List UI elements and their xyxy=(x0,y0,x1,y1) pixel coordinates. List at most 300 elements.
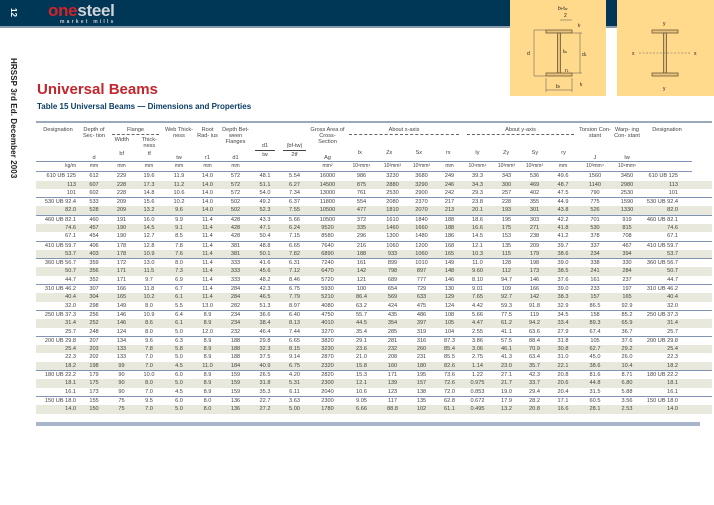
spacer-cell xyxy=(692,310,712,319)
value-cell: 47.5 xyxy=(557,189,569,196)
value-cell: 75 xyxy=(108,405,135,413)
value-cell: 130 xyxy=(436,285,463,294)
designation-cell: 113 xyxy=(36,181,80,189)
value-cell: 178 xyxy=(108,241,135,250)
value-cell: 729 xyxy=(407,285,436,294)
value-cell: 572 xyxy=(230,173,241,180)
spacer-cell xyxy=(692,285,712,294)
value-cell: 32.9 xyxy=(557,302,569,309)
spacer-cell xyxy=(692,181,712,189)
value-cell: 14.0 xyxy=(202,189,213,196)
value-cell: 1590 xyxy=(612,198,642,207)
value-cell: 14.0 xyxy=(195,181,220,189)
value-cell: 708 xyxy=(622,233,632,240)
value-cell: 61.2 xyxy=(492,319,521,327)
value-cell: 175 xyxy=(80,379,108,387)
col-rx: rx xyxy=(445,150,451,157)
value-cell: 607 xyxy=(80,181,108,189)
designation-cell: 31.4 xyxy=(36,319,80,327)
value-cell: 6.65 xyxy=(279,336,310,345)
value-cell: 1810 xyxy=(378,206,407,215)
svg-text:x: x xyxy=(694,51,697,57)
col-designation-right: Designation xyxy=(652,127,682,133)
svg-text:tw: tw xyxy=(563,49,567,55)
value-cell: 31.8 xyxy=(251,379,279,387)
value-cell: 124 xyxy=(444,302,455,309)
designation-cell: 40.4 xyxy=(642,293,692,301)
designation-cell: 150 UB 18.0 xyxy=(642,396,692,405)
spacer-cell xyxy=(692,189,712,198)
value-cell: 252 xyxy=(80,319,108,327)
value-cell: 9.5 xyxy=(135,396,163,405)
value-cell: 354 xyxy=(378,319,407,327)
spacer-cell xyxy=(692,250,712,259)
value-cell: 6.65 xyxy=(279,241,310,250)
value-cell: 48.8 xyxy=(251,241,279,250)
value-cell: 102 xyxy=(407,405,436,413)
col-iy: Iy xyxy=(475,150,480,157)
value-cell: 234 xyxy=(578,250,612,259)
value-cell: 119 xyxy=(521,310,548,319)
value-cell: 5.5 xyxy=(175,302,183,309)
value-cell: 2.75 xyxy=(472,354,483,361)
value-cell: 27.1 xyxy=(492,371,521,380)
value-cell: 190 xyxy=(116,233,127,240)
unit-cell: mm xyxy=(135,162,163,172)
value-cell: 149 xyxy=(116,302,127,309)
value-cell: 6.24 xyxy=(279,224,310,232)
value-cell: 10.9 xyxy=(135,310,163,319)
value-cell: 188 xyxy=(220,345,251,353)
value-cell: 49.6 xyxy=(557,173,569,180)
value-cell: 502 xyxy=(220,206,251,215)
table-row xyxy=(36,181,712,189)
unit-cell: mm xyxy=(80,162,108,172)
value-cell: 381 xyxy=(220,250,251,259)
value-cell: 188 xyxy=(345,250,378,259)
value-cell: 135 xyxy=(407,396,436,405)
value-cell: 2300 xyxy=(310,396,345,405)
value-cell: 8.9 xyxy=(203,388,212,395)
value-cell: 45.0 xyxy=(589,354,601,361)
value-cell: 6470 xyxy=(310,267,345,275)
value-cell: 33.7 xyxy=(521,379,548,387)
value-cell: 654 xyxy=(378,285,407,294)
value-cell: 284 xyxy=(612,267,642,275)
value-cell: 44.5 xyxy=(345,319,378,327)
value-cell: 8.71 xyxy=(612,371,642,380)
value-cell: 31.5 xyxy=(589,388,601,395)
value-cell: 8.0 xyxy=(195,396,220,405)
col-sx: Sx xyxy=(415,150,423,157)
value-cell: 6.31 xyxy=(279,259,310,268)
value-cell: 168 xyxy=(436,241,463,250)
value-cell: 16.6 xyxy=(463,224,492,232)
table-row xyxy=(36,259,712,268)
section-dimensions-diagram xyxy=(510,0,606,96)
value-cell: 129 xyxy=(436,293,463,301)
value-cell: 6.75 xyxy=(279,362,310,371)
designation-cell: 530 UB 92.4 xyxy=(36,198,80,207)
unit-cell: 10³mm⁴ xyxy=(578,162,612,172)
value-cell: 37.6 xyxy=(557,276,569,283)
value-cell: 424 xyxy=(387,302,398,309)
value-cell: 232 xyxy=(378,345,407,353)
value-cell: 6890 xyxy=(310,250,345,259)
spacer-cell xyxy=(692,172,712,181)
value-cell: 133 xyxy=(116,354,127,361)
value-cell: 11.4 xyxy=(195,267,220,275)
value-cell: 526 xyxy=(578,206,612,215)
value-cell: 6.75 xyxy=(279,285,310,294)
value-cell: 12.1 xyxy=(463,241,492,250)
value-cell: 6.9 xyxy=(175,276,183,283)
value-cell: 38.5 xyxy=(548,267,578,275)
value-cell: 121 xyxy=(356,276,367,283)
value-cell: 70.9 xyxy=(521,345,548,353)
value-cell: 248 xyxy=(89,328,99,335)
unit-cell xyxy=(251,162,279,172)
value-cell: 91.8 xyxy=(529,302,540,309)
value-cell: 2820 xyxy=(310,371,345,380)
value-cell: 90 xyxy=(108,371,135,380)
value-cell: 72.6 xyxy=(436,379,463,387)
value-cell: 146 xyxy=(108,310,135,319)
header-row xyxy=(36,122,712,162)
value-cell: 8.9 xyxy=(195,319,220,327)
value-cell: 3230 xyxy=(310,345,345,353)
i-beam-dimensions-icon xyxy=(510,0,606,96)
value-cell: 2.53 xyxy=(612,405,642,413)
value-cell: 6.11 xyxy=(289,388,300,395)
value-cell: 2040 xyxy=(321,388,334,395)
value-cell: 153 xyxy=(501,233,512,240)
value-cell: 9.01 xyxy=(463,285,492,294)
table-row xyxy=(36,353,712,361)
value-cell: 11.0 xyxy=(195,362,220,371)
logo-one: one xyxy=(48,1,78,20)
value-cell: 4010 xyxy=(310,319,345,327)
value-cell: 428 xyxy=(220,224,251,232)
value-cell: 256 xyxy=(80,310,108,319)
value-cell: 34.5 xyxy=(548,310,578,319)
designation-cell: 14.0 xyxy=(642,405,692,413)
value-cell: 186 xyxy=(444,233,455,240)
value-cell: 81.6 xyxy=(578,371,612,380)
value-cell: 10.2 xyxy=(135,293,163,301)
value-cell: 8.97 xyxy=(289,302,300,309)
table-row xyxy=(36,267,712,275)
designation-cell: 410 UB 59.7 xyxy=(36,241,80,250)
value-cell: 0.672 xyxy=(463,396,492,405)
value-cell: 86.5 xyxy=(589,302,601,309)
value-cell: 54.0 xyxy=(259,189,271,196)
value-cell: 52.3 xyxy=(251,206,279,215)
value-cell: 63.2 xyxy=(356,302,367,309)
value-cell: 14500 xyxy=(310,181,345,189)
value-cell: 62.7 xyxy=(578,345,612,353)
value-cell: 149 xyxy=(436,259,463,268)
value-cell: 11.8 xyxy=(135,285,163,294)
designation-cell: 113 xyxy=(642,181,692,189)
table-row xyxy=(36,302,712,311)
value-cell: 166 xyxy=(521,285,548,294)
value-cell: 29.1 xyxy=(345,336,378,345)
value-cell: 14.0 xyxy=(202,173,213,180)
value-cell: 7.65 xyxy=(463,293,492,301)
value-cell: 198 xyxy=(521,259,548,268)
value-cell: 337 xyxy=(578,241,612,250)
value-cell: 8.0 xyxy=(135,379,163,387)
value-cell: 30.8 xyxy=(548,345,578,353)
value-cell: 300 xyxy=(492,181,521,189)
value-cell: 6.7 xyxy=(163,285,195,294)
value-cell: 38.4 xyxy=(251,319,279,327)
value-cell: 5.0 xyxy=(163,379,195,387)
designation-cell: 150 UB 18.0 xyxy=(36,396,80,405)
designation-cell: 25.7 xyxy=(667,328,678,335)
value-cell: 7.8 xyxy=(163,241,195,250)
value-cell: 48.1 xyxy=(259,173,271,180)
value-cell: 209 xyxy=(521,241,548,250)
value-cell: 197 xyxy=(612,285,642,294)
value-cell: 359 xyxy=(80,259,108,268)
value-cell: 188 xyxy=(436,224,463,232)
value-cell: 1.14 xyxy=(463,362,492,371)
value-cell: 572 xyxy=(220,181,251,189)
value-cell: 46.1 xyxy=(492,345,521,353)
table-row xyxy=(36,215,712,224)
value-cell: 554 xyxy=(345,198,378,207)
svg-text:x: x xyxy=(632,51,635,57)
value-cell: 165 xyxy=(612,293,642,301)
designation-cell: 44.7 xyxy=(65,276,76,283)
value-cell: 29.4 xyxy=(529,388,540,395)
col-width: Width bf xyxy=(114,137,129,158)
value-cell: 172 xyxy=(108,259,135,268)
value-cell: 11.9 xyxy=(173,173,185,180)
value-cell: 378 xyxy=(590,233,600,240)
value-cell: 4750 xyxy=(310,310,345,319)
value-cell: 333 xyxy=(220,259,251,268)
value-cell: 986 xyxy=(356,173,367,180)
value-cell: 343 xyxy=(501,173,512,180)
value-cell: 134 xyxy=(108,336,135,345)
value-cell: 65.9 xyxy=(612,319,642,327)
value-cell: 142 xyxy=(345,267,378,275)
value-cell: 179 xyxy=(80,371,108,380)
value-cell: 12.1 xyxy=(345,379,378,387)
value-cell: 798 xyxy=(378,267,407,275)
value-cell: 228 xyxy=(116,189,127,196)
value-cell: 202 xyxy=(89,354,99,361)
value-cell: 22.1 xyxy=(548,362,578,371)
value-cell: 43.8 xyxy=(548,206,578,215)
table-row xyxy=(36,328,712,337)
designation-cell: 200 UB 29.8 xyxy=(642,336,692,345)
designation-cell: 82.0 xyxy=(642,206,692,215)
value-cell: 20.1 xyxy=(463,206,492,215)
value-cell: 232 xyxy=(230,328,241,335)
value-cell: 10.3 xyxy=(463,250,492,259)
designation-cell: 82.0 xyxy=(36,206,80,215)
value-cell: 460 xyxy=(80,215,108,224)
value-cell: 88.8 xyxy=(378,405,407,413)
value-cell: 38.3 xyxy=(548,293,578,301)
table-row xyxy=(36,224,712,232)
value-cell: 16.0 xyxy=(135,215,163,224)
value-cell: 1560 xyxy=(588,173,602,180)
designation-cell: 530 UB 92.4 xyxy=(642,198,692,207)
value-cell: 159 xyxy=(220,379,251,387)
value-cell: 148 xyxy=(436,267,463,275)
value-cell: 6.0 xyxy=(163,396,195,405)
value-cell: 4.5 xyxy=(175,388,183,395)
value-cell: 536 xyxy=(529,173,540,180)
value-cell: 10.0 xyxy=(135,371,163,380)
table-row xyxy=(36,232,712,241)
value-cell: 6.40 xyxy=(279,310,310,319)
value-cell: 6.66 xyxy=(345,405,378,413)
value-cell: 8.5 xyxy=(175,233,183,240)
value-cell: 36.7 xyxy=(621,328,633,335)
designation-cell: 22.3 xyxy=(65,354,76,361)
value-cell: 208 xyxy=(387,354,398,361)
value-cell: 249 xyxy=(444,173,455,180)
value-cell: 4.47 xyxy=(463,319,492,327)
value-cell: 775 xyxy=(578,198,612,207)
unit-cell xyxy=(279,162,310,172)
col-warping: Warp- ing Con- stant Iw xyxy=(614,127,640,161)
value-cell: 7.15 xyxy=(289,233,300,240)
designation-cell: 460 UB 82.1 xyxy=(642,215,692,224)
value-cell: 475 xyxy=(416,302,427,309)
value-cell: 2530 xyxy=(386,189,399,196)
value-cell: 4.20 xyxy=(279,371,310,380)
value-cell: 3680 xyxy=(415,173,428,180)
header-bar xyxy=(0,0,714,28)
svg-text:y: y xyxy=(663,21,666,27)
value-cell: 4.42 xyxy=(472,302,483,309)
value-cell: 85.4 xyxy=(436,345,463,353)
value-cell: 61.1 xyxy=(436,405,463,413)
value-cell: 572 xyxy=(230,189,241,196)
value-cell: 188 xyxy=(220,336,251,345)
value-cell: 63.6 xyxy=(529,328,540,335)
value-cell: 316 xyxy=(407,336,436,345)
value-cell: 2980 xyxy=(612,181,642,189)
value-cell: 284 xyxy=(220,285,251,294)
value-cell: 2370 xyxy=(407,198,436,207)
value-cell: 171 xyxy=(116,276,127,283)
value-cell: 50.1 xyxy=(251,250,279,259)
value-cell: 5.00 xyxy=(279,405,310,413)
value-cell: 9.14 xyxy=(289,354,300,361)
value-cell: 195 xyxy=(407,371,436,380)
value-cell: 0.495 xyxy=(463,405,492,413)
value-cell: 11.4 xyxy=(195,285,220,294)
value-cell: 14.5 xyxy=(472,233,483,240)
spacer-cell xyxy=(692,293,712,301)
value-cell: 99 xyxy=(108,362,135,371)
value-cell: 7.79 xyxy=(279,293,310,301)
value-cell: 33.4 xyxy=(548,319,578,327)
svg-text:y: y xyxy=(663,86,666,92)
value-cell: 165 xyxy=(436,250,463,259)
value-cell: 27.2 xyxy=(251,405,279,413)
designation-cell: 18.1 xyxy=(642,379,692,387)
value-cell: 5720 xyxy=(321,276,334,283)
value-cell: 128 xyxy=(492,259,521,268)
value-cell: 29.2 xyxy=(612,345,642,353)
spacer-cell xyxy=(692,336,712,345)
value-cell: 777 xyxy=(416,276,427,283)
value-cell: 303 xyxy=(521,215,548,224)
table-row xyxy=(36,379,712,387)
value-cell: 281 xyxy=(378,336,407,345)
value-cell: 6.3 xyxy=(163,336,195,345)
value-cell: 41.6 xyxy=(251,259,279,268)
unit-cell: mm xyxy=(108,162,135,172)
value-cell: 815 xyxy=(612,224,642,232)
unit-cell: mm xyxy=(436,162,463,172)
value-cell: 11.4 xyxy=(195,224,220,232)
value-cell: 11.4 xyxy=(202,233,213,240)
unit-cell: kg/m xyxy=(36,162,80,172)
value-cell: 11.0 xyxy=(463,259,492,268)
col-zy: Zy xyxy=(503,150,510,157)
value-cell: 159 xyxy=(220,371,251,380)
value-cell: 1060 xyxy=(407,250,436,259)
spacer-cell xyxy=(692,224,712,232)
value-cell: 94.2 xyxy=(521,319,548,327)
value-cell: 12.8 xyxy=(135,241,163,250)
value-cell: 284 xyxy=(220,293,251,301)
logo-subtitle: market mills xyxy=(60,19,116,25)
value-cell: 109 xyxy=(492,285,521,294)
value-cell: 335 xyxy=(345,224,378,232)
designation-cell: 16.1 xyxy=(65,388,76,395)
value-cell: 112 xyxy=(492,267,521,275)
value-cell: 428 xyxy=(230,233,241,240)
value-cell: 42.3 xyxy=(521,371,548,380)
value-cell: 43.3 xyxy=(251,215,279,224)
value-cell: 8.0 xyxy=(163,259,195,268)
value-cell: 533 xyxy=(80,198,108,207)
value-cell: 32.3 xyxy=(251,345,279,353)
table-row xyxy=(36,310,712,319)
spacer-cell xyxy=(692,241,712,250)
value-cell: 35.7 xyxy=(521,362,548,371)
value-cell: 155 xyxy=(80,396,108,405)
col-zx: Zx xyxy=(386,150,393,157)
value-cell: 216 xyxy=(345,241,378,250)
value-cell: 9.6 xyxy=(163,206,195,215)
value-cell: 228 xyxy=(108,181,135,189)
value-cell: 602 xyxy=(89,189,99,196)
value-cell: 158 xyxy=(578,310,612,319)
spacer-cell xyxy=(692,267,712,275)
value-cell: 9.1 xyxy=(163,224,195,232)
value-cell: 285 xyxy=(387,328,398,335)
value-cell: 26.0 xyxy=(621,354,633,361)
value-cell: 39.0 xyxy=(548,285,578,294)
value-cell: 3270 xyxy=(321,328,334,335)
value-cell: 193 xyxy=(492,206,521,215)
col-root: Root Rad- ius r1 xyxy=(197,127,218,161)
value-cell: 73.6 xyxy=(436,371,463,380)
value-cell: 6.4 xyxy=(163,310,195,319)
